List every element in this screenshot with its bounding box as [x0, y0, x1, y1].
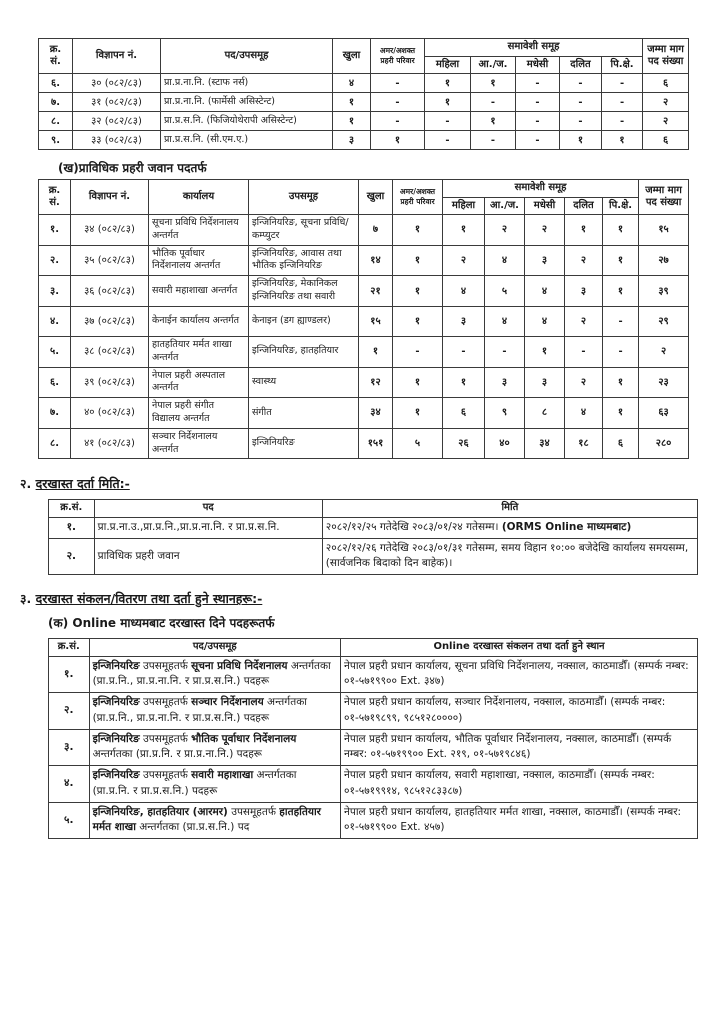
- col-header-subgroup: उपसमूह: [249, 180, 359, 215]
- cell-post-subgroup: इन्जिनियरिङ उपसमूहतर्फ भौतिक पूर्वाधार निर्देशनालय अन्तर्गतका (प्रा.प्र.नि. र प्रा.प्र.ना.नि.) पदहरू: [89, 729, 340, 766]
- cell-total: २: [643, 112, 689, 131]
- cell-post-subgroup: इन्जिनियरिङ, हातहतियार (आरमर) उपसमूहतर्फ हातहतियार मर्मत शाखा अन्तर्गतका (प्रा.प्र.स.नि.) पद: [89, 802, 340, 839]
- cell-subgroup: स्वास्थ्य: [249, 367, 359, 398]
- cell-office: सवारी महाशाखा अन्तर्गत: [149, 276, 249, 307]
- cell-dalit: -: [560, 112, 602, 131]
- cell-advert-no: ३७ (०८२/८३): [71, 306, 149, 336]
- col-header-online-place: Online दरखास्त संकलन तथा दर्ता हुने स्थान: [341, 639, 698, 657]
- col-header-inclusive: दलित: [565, 197, 603, 215]
- cell-sn: २.: [49, 538, 95, 575]
- cell-pichhe: -: [602, 93, 643, 112]
- col-header-inclusive-group: समावेशी समूह: [425, 39, 643, 57]
- table-row: [49, 693, 698, 730]
- cell-office: नेपाल प्रहरी अस्पताल अन्तर्गत: [149, 367, 249, 398]
- cell-pichhe: १: [603, 276, 639, 307]
- cell-total: १५: [639, 215, 689, 246]
- cell-madhesi: -: [516, 131, 560, 150]
- cell-sn: १.: [39, 215, 71, 246]
- header-row: [49, 639, 698, 657]
- cell-sn: १.: [49, 656, 90, 693]
- cell-post: प्रा.प्र.ना.उ.,प्रा.प्र.नि.,प्रा.प्र.ना.नि. र प्रा.प्र.स.नि.: [94, 517, 322, 538]
- col-header-open: खुला: [359, 180, 393, 215]
- cell-subgroup: इन्जिनियरिङ, मेकानिकल इन्जिनियरिङ तथा सवारी: [249, 276, 359, 307]
- cell-aaja: -: [485, 336, 525, 367]
- cell-advert-no: ३४ (०८२/८३): [71, 215, 149, 246]
- table-row: [39, 276, 689, 307]
- table-row: [49, 538, 698, 575]
- table-online-places: [48, 638, 698, 839]
- col-header-sn: क्र. सं.: [39, 39, 73, 74]
- cell-madhesi: ३: [525, 245, 565, 276]
- table-row: [49, 517, 698, 538]
- cell-mahila: १: [425, 74, 471, 93]
- cell-sn: १.: [49, 517, 95, 538]
- cell-madhesi: ४: [525, 276, 565, 307]
- cell-advert-no: ३२ (०८२/८३): [73, 112, 161, 131]
- col-header-sn: क्र. सं.: [39, 180, 71, 215]
- cell-subgroup: केनाइन (डग ह्याण्डलर): [249, 306, 359, 336]
- cell-aaja: ३: [485, 367, 525, 398]
- cell-mahila: १: [425, 93, 471, 112]
- cell-sn: ४.: [49, 766, 90, 803]
- table-row: [39, 245, 689, 276]
- cell-aaja: १: [471, 112, 516, 131]
- cell-sn: ५.: [49, 802, 90, 839]
- table-row: [39, 398, 689, 429]
- cell-amar: १: [371, 131, 425, 150]
- cell-open: १: [359, 336, 393, 367]
- section-kha-heading: (ख)प्राविधिक प्रहरी जवान पदतर्फ: [58, 161, 207, 175]
- cell-date: २०८२/१२/२५ गतेदेखि २०८३/०१/२४ गतेसम्म। (ORMS Online माध्यमबाट): [322, 517, 697, 538]
- cell-sn: ७.: [39, 398, 71, 429]
- cell-mahila: २: [443, 245, 485, 276]
- cell-open: ३: [333, 131, 371, 150]
- header-row: [49, 500, 698, 518]
- table-row: [39, 93, 689, 112]
- cell-total: २३: [639, 367, 689, 398]
- col-header-advert-no: विज्ञापन नं.: [71, 180, 149, 215]
- cell-open: १४: [359, 245, 393, 276]
- cell-amar: १: [393, 398, 443, 429]
- col-header-post-subgroup: पद/उपसमूह: [89, 639, 340, 657]
- table-row: [39, 367, 689, 398]
- cell-advert-no: ३५ (०८२/८३): [71, 245, 149, 276]
- cell-subgroup: इन्जिनियरिङ, हातहतियार: [249, 336, 359, 367]
- cell-aaja: १: [471, 74, 516, 93]
- cell-advert-no: ३६ (०८२/८३): [71, 276, 149, 307]
- header-row-1: [39, 39, 689, 57]
- cell-madhesi: ८: [525, 398, 565, 429]
- cell-total: २७: [639, 245, 689, 276]
- cell-office: भौतिक पूर्वाधार निर्देशनालय अन्तर्गत: [149, 245, 249, 276]
- header-row-1: [39, 180, 689, 198]
- cell-pichhe: १: [603, 398, 639, 429]
- cell-sn: ८.: [39, 112, 73, 131]
- table-row: [39, 215, 689, 246]
- col-header-inclusive: महिला: [443, 197, 485, 215]
- col-header-inclusive: पि.क्षे.: [603, 197, 639, 215]
- col-header-amar-family: अमर/अशक्त प्रहरी परिवार: [371, 39, 425, 74]
- col-header-total: जम्मा माग पद संख्या: [639, 180, 689, 215]
- cell-madhesi: ४: [525, 306, 565, 336]
- cell-madhesi: -: [516, 74, 560, 93]
- cell-mahila: ४: [443, 276, 485, 307]
- col-header-inclusive: पि.क्षे.: [602, 56, 643, 74]
- cell-pichhe: १: [603, 245, 639, 276]
- section2-heading: [20, 475, 688, 492]
- cell-advert-no: ४० (०८२/८३): [71, 398, 149, 429]
- cell-sn: ५.: [39, 336, 71, 367]
- cell-office: नेपाल प्रहरी संगीत विद्यालय अन्तर्गत: [149, 398, 249, 429]
- cell-mahila: -: [425, 112, 471, 131]
- col-header-inclusive: मधेसी: [516, 56, 560, 74]
- cell-amar: १: [393, 306, 443, 336]
- cell-subgroup: इन्जिनियरिङ, आवास तथा भौतिक इन्जिनियरिङ: [249, 245, 359, 276]
- cell-place: नेपाल प्रहरी प्रधान कार्यालय, सञ्चार निर्देशनालय, नक्साल, काठमाडौँ। (सम्पर्क नम्बर: ०१-५७१९८९९, ९८५१२८००००): [341, 693, 698, 730]
- cell-mahila: २६: [443, 428, 485, 459]
- col-header-office: कार्यालय: [149, 180, 249, 215]
- col-header-inclusive: आ./ज.: [485, 197, 525, 215]
- cell-amar: १: [393, 276, 443, 307]
- table-row: [49, 656, 698, 693]
- table-row: [39, 428, 689, 459]
- col-header-total: जम्मा माग पद संख्या: [643, 39, 689, 74]
- cell-open: १२: [359, 367, 393, 398]
- table-jawan-posts: [38, 179, 689, 459]
- col-header-post-subgroup: पद/उपसमूह: [161, 39, 333, 74]
- cell-aaja: ४०: [485, 428, 525, 459]
- table-row: [39, 74, 689, 93]
- cell-pichhe: १: [602, 131, 643, 150]
- cell-madhesi: १: [525, 336, 565, 367]
- cell-mahila: -: [425, 131, 471, 150]
- cell-post-subgroup: इन्जिनियरिङ उपसमूहतर्फ सञ्चार निर्देशनालय अन्तर्गतका (प्रा.प्र.नि., प्रा.प्र.ना.नि. र प्रा.प्र.स.नि.) पदहरू: [89, 693, 340, 730]
- col-header-open: खुला: [333, 39, 371, 74]
- cell-subgroup: इन्जिनियरिङ: [249, 428, 359, 459]
- table-officer-posts: [38, 38, 689, 150]
- col-header-date: मिति: [322, 500, 697, 518]
- cell-dalit: १: [560, 131, 602, 150]
- cell-mahila: ६: [443, 398, 485, 429]
- cell-total: ३९: [639, 276, 689, 307]
- cell-pichhe: १: [603, 215, 639, 246]
- cell-aaja: ४: [485, 245, 525, 276]
- cell-amar: -: [371, 112, 425, 131]
- cell-mahila: -: [443, 336, 485, 367]
- cell-amar: १: [393, 215, 443, 246]
- cell-post-subgroup: इन्जिनियरिङ उपसमूहतर्फ सवारी महाशाखा अन्तर्गतका (प्रा.प्र.नि. र प्रा.प्र.स.नि.) पदहरू: [89, 766, 340, 803]
- cell-dalit: ३: [565, 276, 603, 307]
- cell-total: २: [643, 93, 689, 112]
- cell-subgroup: इन्जिनियरिङ, सूचना प्रविधि/कम्प्युटर: [249, 215, 359, 246]
- col-header-post: पद: [94, 500, 322, 518]
- cell-pichhe: १: [603, 367, 639, 398]
- cell-sn: ६.: [39, 74, 73, 93]
- cell-total: २९: [639, 306, 689, 336]
- cell-madhesi: -: [516, 112, 560, 131]
- cell-sn: ९.: [39, 131, 73, 150]
- cell-dalit: २: [565, 245, 603, 276]
- cell-place: नेपाल प्रहरी प्रधान कार्यालय, सवारी महाशाखा, नक्साल, काठमाडौँ। (सम्पर्क नम्बर: ०१-५७१९९१४, ९८५१२८३३८७): [341, 766, 698, 803]
- cell-aaja: २: [485, 215, 525, 246]
- cell-total: ६: [643, 131, 689, 150]
- cell-mahila: १: [443, 215, 485, 246]
- table-row: [49, 802, 698, 839]
- col-header-sn: क्र.सं.: [49, 500, 95, 518]
- cell-sn: २.: [49, 693, 90, 730]
- table-row: [39, 336, 689, 367]
- cell-open: २१: [359, 276, 393, 307]
- cell-open: १५१: [359, 428, 393, 459]
- cell-place: नेपाल प्रहरी प्रधान कार्यालय, भौतिक पूर्वाधार निर्देशनालय, नक्साल, काठमाडौँ। (सम्पर्क नम्बर: ०१-५७१९९०० Ext. २१९, ०१-५७१९८४६): [341, 729, 698, 766]
- col-header-inclusive-group: समावेशी समूह: [443, 180, 639, 198]
- table-row: [49, 729, 698, 766]
- cell-advert-no: ३० (०८२/८३): [73, 74, 161, 93]
- cell-pichhe: -: [603, 336, 639, 367]
- cell-aaja: ५: [485, 276, 525, 307]
- cell-total: २: [639, 336, 689, 367]
- cell-amar: -: [371, 93, 425, 112]
- cell-sn: ८.: [39, 428, 71, 459]
- cell-dalit: १: [565, 215, 603, 246]
- cell-mahila: १: [443, 367, 485, 398]
- cell-post-subgroup: प्रा.प्र.ना.नि. (फार्मेसी असिस्टेन्ट): [161, 93, 333, 112]
- cell-pichhe: -: [603, 306, 639, 336]
- cell-advert-no: ३९ (०८२/८३): [71, 367, 149, 398]
- cell-aaja: ९: [485, 398, 525, 429]
- cell-place: नेपाल प्रहरी प्रधान कार्यालय, हातहतियार मर्मत शाखा, नक्साल, काठमाडौँ। (सम्पर्क नम्बर: ०१-५७१९९०० Ext. ४५७): [341, 802, 698, 839]
- table-row: [39, 306, 689, 336]
- cell-sn: ३.: [39, 276, 71, 307]
- section3-number: ३.: [20, 591, 32, 607]
- cell-sn: ३.: [49, 729, 90, 766]
- cell-dalit: -: [560, 74, 602, 93]
- cell-aaja: -: [471, 131, 516, 150]
- table-row: [49, 766, 698, 803]
- section3-heading: [20, 590, 688, 607]
- col-header-inclusive: आ./ज.: [471, 56, 516, 74]
- cell-madhesi: -: [516, 93, 560, 112]
- cell-mahila: ३: [443, 306, 485, 336]
- cell-office: सञ्चार निर्देशनालय अन्तर्गत: [149, 428, 249, 459]
- table-registration-dates: [48, 499, 698, 575]
- cell-aaja: ४: [485, 306, 525, 336]
- cell-advert-no: ३१ (०८२/८३): [73, 93, 161, 112]
- cell-date: २०८२/१२/२६ गतेदेखि २०८३/०१/३१ गतेसम्म, समय विहान १०:०० बजेदेखि कार्यालय समयसम्म, (सार्वजनिक बिदाको दिन बाहेक)।: [322, 538, 697, 575]
- cell-open: ७: [359, 215, 393, 246]
- cell-office: केनाईन कार्यालय अन्तर्गत: [149, 306, 249, 336]
- cell-dalit: -: [560, 93, 602, 112]
- cell-amar: १: [393, 245, 443, 276]
- col-header-inclusive: महिला: [425, 56, 471, 74]
- cell-post-subgroup: प्रा.प्र.ना.नि. (स्टाफ नर्स): [161, 74, 333, 93]
- section3a-heading: (क) Online माध्यमबाट दरखास्त दिने पदहरूतर्फ: [48, 616, 275, 631]
- cell-advert-no: ३८ (०८२/८३): [71, 336, 149, 367]
- cell-total: २८०: [639, 428, 689, 459]
- col-header-inclusive: मधेसी: [525, 197, 565, 215]
- cell-amar: ५: [393, 428, 443, 459]
- table-row: [39, 131, 689, 150]
- cell-dalit: ४: [565, 398, 603, 429]
- col-header-amar-family: अमर/अशक्त प्रहरी परिवार: [393, 180, 443, 215]
- cell-open: ४: [333, 74, 371, 93]
- section2-number: २.: [20, 476, 32, 492]
- cell-amar: -: [371, 74, 425, 93]
- cell-madhesi: ३४: [525, 428, 565, 459]
- cell-subgroup: संगीत: [249, 398, 359, 429]
- cell-post-subgroup: इन्जिनियरिङ उपसमूहतर्फ सूचना प्रविधि निर्देशनालय अन्तर्गतका (प्रा.प्र.नि., प्रा.प्र.ना.नि. र प्रा.प्र.स.नि.) पदहरू: [89, 656, 340, 693]
- cell-amar: १: [393, 367, 443, 398]
- cell-open: १: [333, 112, 371, 131]
- table-row: [39, 112, 689, 131]
- cell-place: नेपाल प्रहरी प्रधान कार्यालय, सूचना प्रविधि निर्देशनालय, नक्साल, काठमाडौँ। (सम्पर्क नम्बर: ०१-५७१९९०० Ext. ३४७): [341, 656, 698, 693]
- cell-madhesi: ३: [525, 367, 565, 398]
- cell-dalit: २: [565, 367, 603, 398]
- cell-advert-no: ३३ (०८२/८३): [73, 131, 161, 150]
- cell-pichhe: -: [602, 74, 643, 93]
- col-header-advert-no: विज्ञापन नं.: [73, 39, 161, 74]
- cell-aaja: -: [471, 93, 516, 112]
- cell-dalit: २: [565, 306, 603, 336]
- cell-open: १: [333, 93, 371, 112]
- cell-open: १५: [359, 306, 393, 336]
- cell-sn: ४.: [39, 306, 71, 336]
- cell-total: ६३: [639, 398, 689, 429]
- cell-sn: २.: [39, 245, 71, 276]
- cell-pichhe: ६: [603, 428, 639, 459]
- cell-post-subgroup: प्रा.प्र.स.नि. (फिजियोथेरापी असिस्टेन्ट): [161, 112, 333, 131]
- cell-post-subgroup: प्रा.प्र.स.नि. (सी.एम.ए.): [161, 131, 333, 150]
- cell-total: ६: [643, 74, 689, 93]
- cell-sn: ७.: [39, 93, 73, 112]
- section2-title: दरखास्त दर्ता मिति:-: [35, 476, 130, 492]
- cell-dalit: १८: [565, 428, 603, 459]
- cell-sn: ६.: [39, 367, 71, 398]
- col-header-sn: क्र.सं.: [49, 639, 90, 657]
- cell-dalit: -: [565, 336, 603, 367]
- cell-madhesi: २: [525, 215, 565, 246]
- cell-office: हातहतियार मर्मत शाखा अन्तर्गत: [149, 336, 249, 367]
- col-header-inclusive: दलित: [560, 56, 602, 74]
- cell-office: सूचना प्रविधि निर्देशनालय अन्तर्गत: [149, 215, 249, 246]
- cell-pichhe: -: [602, 112, 643, 131]
- cell-amar: -: [393, 336, 443, 367]
- cell-post: प्राविधिक प्रहरी जवान: [94, 538, 322, 575]
- cell-advert-no: ४१ (०८२/८३): [71, 428, 149, 459]
- cell-open: ३४: [359, 398, 393, 429]
- section3-title: दरखास्त संकलन/वितरण तथा दर्ता हुने स्थानहरू:-: [35, 591, 263, 607]
